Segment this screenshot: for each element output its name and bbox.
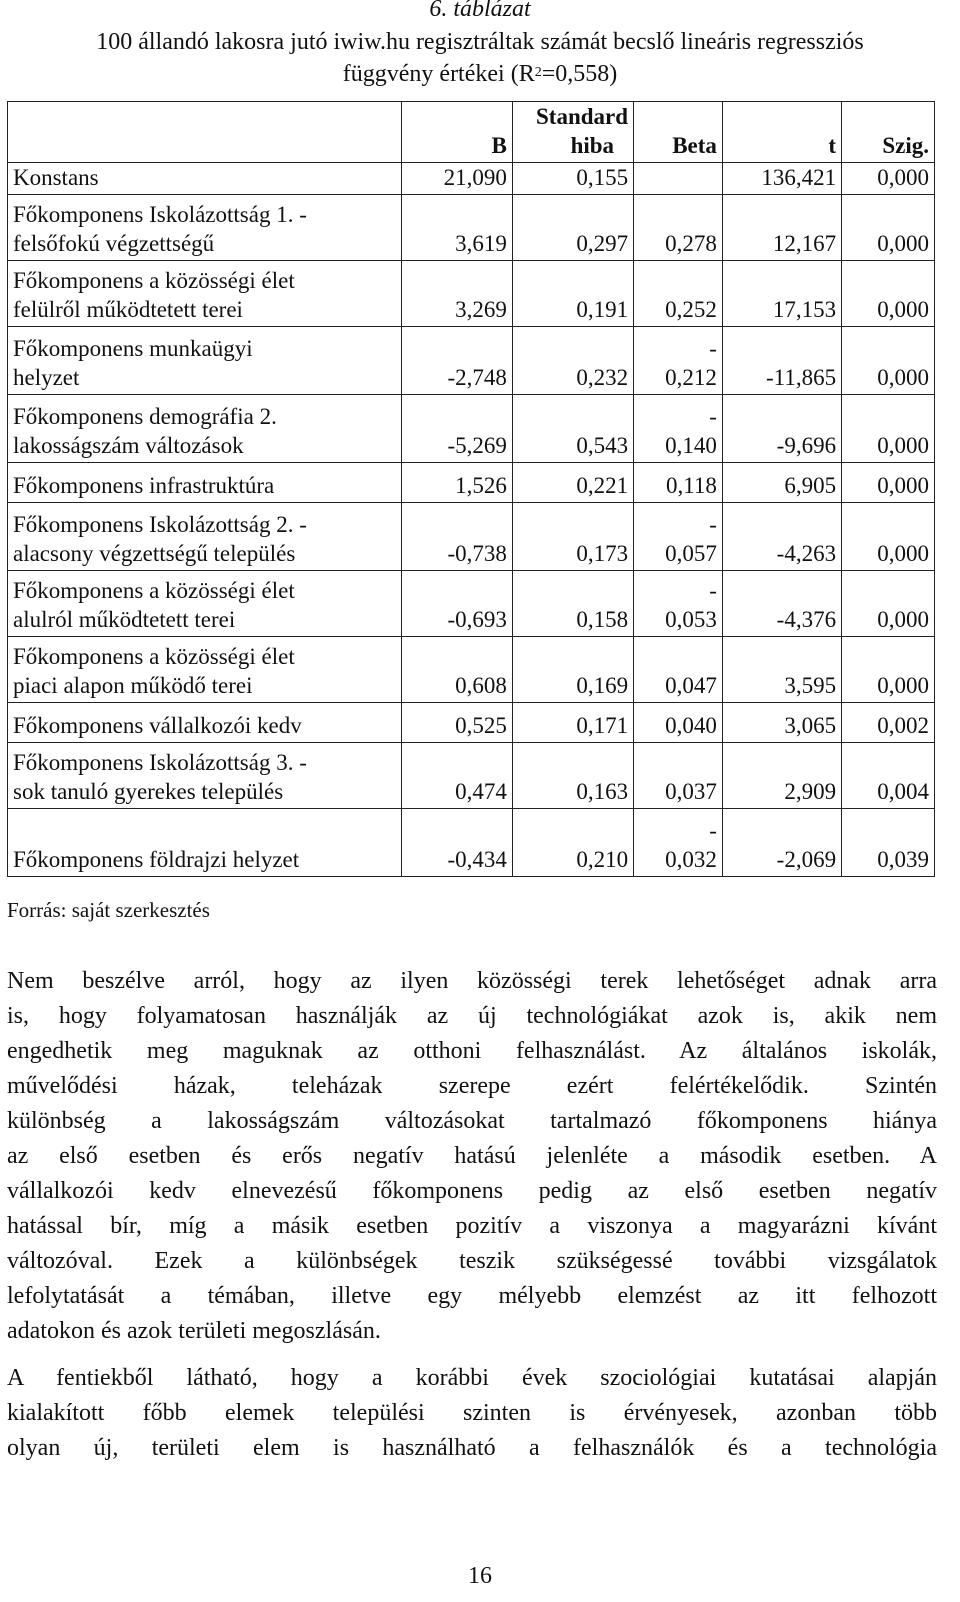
cell-t: 6,905 bbox=[722, 463, 841, 503]
cell-t: 12,167 bbox=[722, 195, 841, 261]
cell-beta bbox=[634, 571, 723, 637]
row-label bbox=[8, 163, 402, 195]
row-label bbox=[8, 809, 402, 877]
table-row bbox=[8, 743, 935, 809]
cell-sig: 0,000 bbox=[842, 571, 935, 637]
paragraph-line: adatokon és azok területi megoszlásán. bbox=[7, 1318, 381, 1344]
row-label bbox=[8, 261, 402, 327]
paragraph-line: változóval. Ezek a különbségek teszik szükségessé további vizsgálatok bbox=[7, 1248, 937, 1274]
row-label-line1: Főkomponens Iskolázottság 1. - bbox=[13, 202, 307, 227]
row-label bbox=[8, 195, 402, 261]
table-caption-title-line1: 100 állandó lakosra jutó iwiw.hu regisztráltak számát becslő lineáris regressziós bbox=[96, 29, 864, 55]
cell-b: 3,269 bbox=[401, 261, 512, 327]
cell-b: 21,090 bbox=[401, 163, 512, 195]
paragraph-line: engedhetik meg maguknak az otthoni felhasználást. Az általános iskolák, bbox=[7, 1038, 937, 1064]
header-beta: Beta bbox=[634, 102, 723, 163]
beta-sign: - bbox=[709, 336, 717, 361]
cell-t: 2,909 bbox=[722, 743, 841, 809]
paragraph-line: művelődési házak, teleházak szerepe ezért felértékelődik. Szintén bbox=[7, 1073, 937, 1099]
beta-value: 0,057 bbox=[665, 541, 717, 566]
cell-beta bbox=[634, 195, 723, 261]
cell-sig: 0,000 bbox=[842, 503, 935, 571]
table-row bbox=[8, 571, 935, 637]
cell-b: -2,748 bbox=[401, 327, 512, 395]
paragraph-line: vállalkozói kedv elnevezésű főkomponens pedig az első esetben negatív bbox=[7, 1178, 937, 1204]
cell-b: 0,474 bbox=[401, 743, 512, 809]
row-label-line2: piaci alapon működő terei bbox=[13, 673, 253, 698]
table-caption-label: 6. táblázat bbox=[429, 0, 531, 22]
header-standard-error bbox=[512, 102, 633, 163]
beta-value: 0,047 bbox=[665, 673, 717, 698]
paragraph-line: is, hogy folyamatosan használják az új technológiákat azok is, akik nem bbox=[7, 1003, 937, 1029]
row-label-line2: felülről működtetett terei bbox=[13, 297, 243, 322]
regression-table bbox=[7, 101, 935, 877]
cell-b: -5,269 bbox=[401, 395, 512, 463]
cell-standard-error: 0,173 bbox=[512, 503, 633, 571]
cell-t: -4,376 bbox=[722, 571, 841, 637]
body-paragraph-2 bbox=[7, 1361, 937, 1466]
cell-b: 1,526 bbox=[401, 463, 512, 503]
row-label-line2: felsőfokú végzettségű bbox=[13, 231, 215, 256]
cell-standard-error: 0,232 bbox=[512, 327, 633, 395]
cell-sig: 0,039 bbox=[842, 809, 935, 877]
cell-t: -11,865 bbox=[722, 327, 841, 395]
cell-standard-error: 0,221 bbox=[512, 463, 633, 503]
beta-value: 0,037 bbox=[665, 779, 717, 804]
cell-t: 136,421 bbox=[722, 163, 841, 195]
cell-beta bbox=[634, 743, 723, 809]
paragraph-line: különbség a lakosságszám változásokat tartalmazó főkomponens hiánya bbox=[7, 1108, 937, 1134]
cell-beta bbox=[634, 327, 723, 395]
beta-value: 0,118 bbox=[666, 473, 717, 498]
body-paragraph-1 bbox=[7, 964, 937, 1349]
cell-beta bbox=[634, 703, 723, 743]
header-empty-cell bbox=[8, 102, 402, 163]
cell-standard-error: 0,155 bbox=[512, 163, 633, 195]
paragraph-line: lefolytatását a témában, illetve egy mélyebb elemzést az itt felhozott bbox=[7, 1283, 937, 1309]
row-label bbox=[8, 463, 402, 503]
beta-value: 0,032 bbox=[665, 847, 717, 872]
caption-r-squared-exponent: 2 bbox=[534, 65, 542, 80]
table-row bbox=[8, 703, 935, 743]
cell-sig: 0,000 bbox=[842, 463, 935, 503]
header-sig: Szig. bbox=[842, 102, 935, 163]
row-label bbox=[8, 637, 402, 703]
table-caption-title-line2 bbox=[0, 60, 960, 89]
row-label bbox=[8, 571, 402, 637]
cell-t: -2,069 bbox=[722, 809, 841, 877]
page-number: 16 bbox=[468, 1563, 492, 1589]
table-row bbox=[8, 637, 935, 703]
cell-t: 3,595 bbox=[722, 637, 841, 703]
cell-b: 3,619 bbox=[401, 195, 512, 261]
row-label-line1: Főkomponens munkaügyi bbox=[13, 336, 253, 361]
cell-b: -0,693 bbox=[401, 571, 512, 637]
table-row bbox=[8, 261, 935, 327]
cell-standard-error: 0,163 bbox=[512, 743, 633, 809]
row-label-line1: Főkomponens a közösségi élet bbox=[13, 578, 295, 603]
paragraph-line: hatással bír, míg a másik esetben pozitív a viszonya a magyarázni kívánt bbox=[7, 1213, 937, 1239]
beta-value: 0,140 bbox=[665, 433, 717, 458]
cell-beta bbox=[634, 163, 723, 195]
cell-beta bbox=[634, 261, 723, 327]
cell-standard-error: 0,169 bbox=[512, 637, 633, 703]
row-label-line1: Főkomponens a közösségi élet bbox=[13, 268, 295, 293]
cell-t: 3,065 bbox=[722, 703, 841, 743]
cell-sig: 0,000 bbox=[842, 261, 935, 327]
cell-beta bbox=[634, 395, 723, 463]
row-label bbox=[8, 743, 402, 809]
row-label-line1: Konstans bbox=[13, 165, 99, 190]
row-label-line2: sok tanuló gyerekes település bbox=[13, 779, 284, 804]
row-label-line1: Főkomponens vállalkozói kedv bbox=[13, 713, 302, 738]
row-label bbox=[8, 503, 402, 571]
table-row bbox=[8, 195, 935, 261]
beta-sign: - bbox=[709, 512, 717, 537]
beta-value: 0,252 bbox=[665, 297, 717, 322]
row-label bbox=[8, 703, 402, 743]
cell-b: 0,608 bbox=[401, 637, 512, 703]
beta-value: 0,040 bbox=[665, 713, 717, 738]
caption-title-post: =0,558) bbox=[541, 61, 618, 87]
table-row bbox=[8, 163, 935, 195]
cell-beta bbox=[634, 809, 723, 877]
beta-sign: - bbox=[709, 404, 717, 429]
beta-value: 0,053 bbox=[665, 607, 717, 632]
cell-t: -4,263 bbox=[722, 503, 841, 571]
cell-sig: 0,000 bbox=[842, 163, 935, 195]
table-row bbox=[8, 503, 935, 571]
header-std-line2: hiba bbox=[570, 133, 615, 158]
row-label-line2: alulról működtetett terei bbox=[13, 607, 236, 632]
cell-standard-error: 0,191 bbox=[512, 261, 633, 327]
cell-beta bbox=[634, 463, 723, 503]
row-label bbox=[8, 327, 402, 395]
row-label-line1: Főkomponens Iskolázottság 2. - bbox=[13, 512, 307, 537]
table-row bbox=[8, 809, 935, 877]
paragraph-line: kialakított főbb elemek települési szinten is érvényesek, azonban több bbox=[7, 1400, 937, 1426]
cell-t: 17,153 bbox=[722, 261, 841, 327]
caption-title-pre: függvény értékei (R bbox=[342, 61, 535, 87]
cell-sig: 0,000 bbox=[842, 395, 935, 463]
cell-standard-error: 0,297 bbox=[512, 195, 633, 261]
beta-sign: - bbox=[709, 818, 717, 843]
cell-t: -9,696 bbox=[722, 395, 841, 463]
cell-standard-error: 0,210 bbox=[512, 809, 633, 877]
header-t: t bbox=[722, 102, 841, 163]
cell-b: 0,525 bbox=[401, 703, 512, 743]
row-label-line1: Főkomponens infrastruktúra bbox=[13, 473, 275, 498]
cell-sig: 0,004 bbox=[842, 743, 935, 809]
beta-value: 0,278 bbox=[665, 231, 717, 256]
row-label-line1: Főkomponens Iskolázottság 3. - bbox=[13, 750, 307, 775]
row-label-line2: alacsony végzettségű település bbox=[13, 541, 296, 566]
table-row bbox=[8, 327, 935, 395]
cell-beta bbox=[634, 503, 723, 571]
table-source-note: Forrás: saját szerkesztés bbox=[7, 898, 210, 922]
table-header-row bbox=[8, 102, 935, 163]
cell-sig: 0,000 bbox=[842, 637, 935, 703]
row-label-line2: Főkomponens földrajzi helyzet bbox=[13, 847, 300, 872]
cell-sig: 0,002 bbox=[842, 703, 935, 743]
row-label-line1: Főkomponens demográfia 2. bbox=[13, 404, 277, 429]
cell-standard-error: 0,543 bbox=[512, 395, 633, 463]
header-b: B bbox=[401, 102, 512, 163]
row-label-line2: helyzet bbox=[13, 365, 80, 390]
table-row bbox=[8, 395, 935, 463]
table-row bbox=[8, 463, 935, 503]
row-label bbox=[8, 395, 402, 463]
cell-b: -0,738 bbox=[401, 503, 512, 571]
beta-value: 0,212 bbox=[665, 365, 717, 390]
cell-sig: 0,000 bbox=[842, 195, 935, 261]
paragraph-line: az első esetben és erős negatív hatású jelenléte a második esetben. A bbox=[7, 1143, 937, 1169]
beta-sign: - bbox=[709, 578, 717, 603]
cell-beta bbox=[634, 637, 723, 703]
header-std-line1: Standard bbox=[536, 104, 629, 129]
paragraph-line: olyan új, területi elem is használható a felhasználók és a technológia bbox=[7, 1435, 937, 1461]
paragraph-line: Nem beszélve arról, hogy az ilyen közösségi terek lehetőséget adnak arra bbox=[7, 968, 937, 994]
cell-b: -0,434 bbox=[401, 809, 512, 877]
row-label-line2: lakosságszám változások bbox=[13, 433, 244, 458]
row-label-line1: Főkomponens a közösségi élet bbox=[13, 644, 295, 669]
cell-sig: 0,000 bbox=[842, 327, 935, 395]
cell-standard-error: 0,158 bbox=[512, 571, 633, 637]
paragraph-line: A fentiekből látható, hogy a korábbi évek szociológiai kutatásai alapján bbox=[7, 1365, 937, 1391]
cell-standard-error: 0,171 bbox=[512, 703, 633, 743]
